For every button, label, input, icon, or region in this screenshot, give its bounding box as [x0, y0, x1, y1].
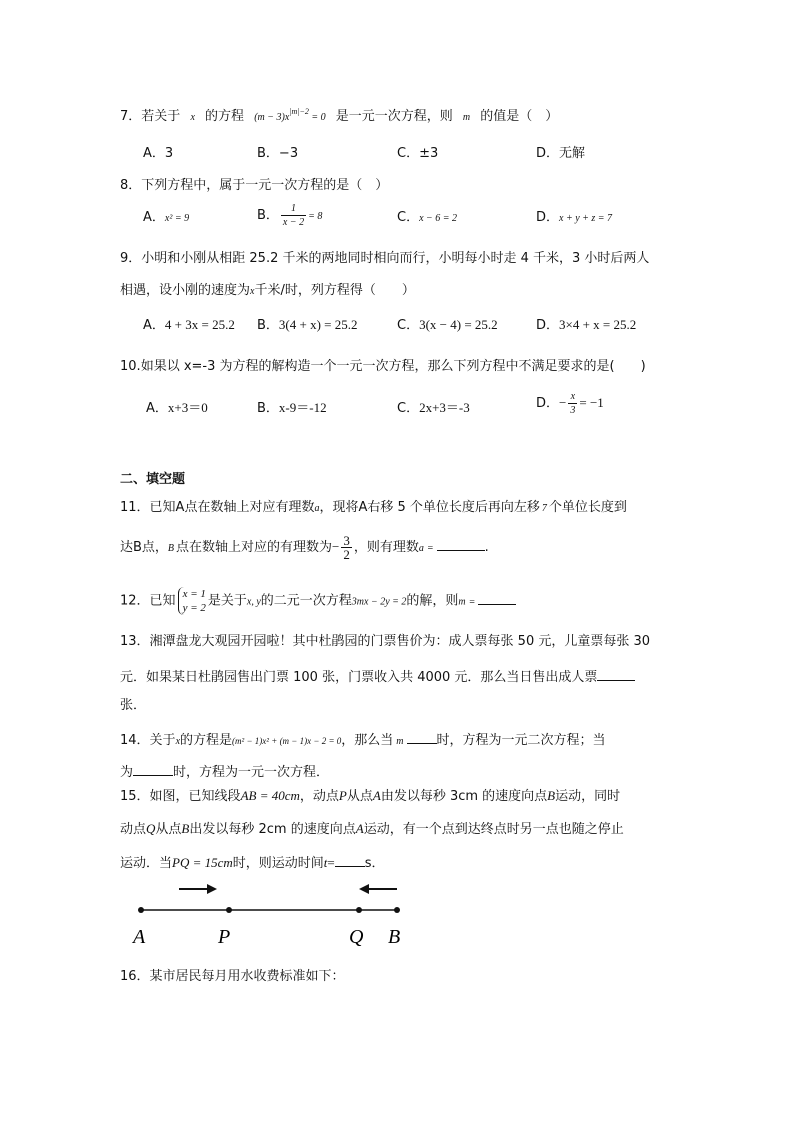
- q8-stem: [120, 177, 388, 195]
- q15-line-2: [120, 820, 624, 839]
- option-label: B．: [257, 401, 279, 416]
- q9-number: 9．: [120, 251, 142, 266]
- fraction-numerator: 1: [281, 202, 306, 216]
- option-label: B．: [257, 208, 279, 223]
- q15-var-p: P: [338, 788, 347, 803]
- q8-option-b[interactable]: [257, 202, 322, 229]
- q7-option-b[interactable]: [257, 144, 298, 164]
- q15-line-3: [120, 852, 385, 873]
- q8-option-d[interactable]: [536, 208, 612, 229]
- arrow-right-head-icon: [207, 884, 217, 894]
- q10-option-c[interactable]: [397, 398, 470, 419]
- q12-equals: =: [468, 596, 476, 608]
- option-text: 无解: [559, 146, 586, 161]
- q16-text: 某市居民每月用水收费标准如下：: [149, 969, 345, 984]
- q7-var-m: m: [462, 112, 471, 123]
- q15-text-1e: 运动，同时: [555, 789, 621, 804]
- option-label: C．: [397, 318, 420, 333]
- q15-equals: =: [327, 855, 335, 870]
- q9-text-2a: 相遇，设小刚的速度为: [120, 283, 251, 298]
- q7-stem: [120, 108, 558, 127]
- q11-num-7: 7: [541, 503, 547, 514]
- option-text: 3×4 + x = 25.2: [559, 317, 637, 332]
- option-text: 3: [164, 146, 174, 161]
- q14-text-2: 的方程是: [180, 733, 233, 748]
- q15-answer-blank[interactable]: [335, 852, 365, 867]
- point-q: [356, 907, 362, 913]
- q12-stem: [120, 587, 516, 615]
- q11-text-1c: 个单位长度到: [548, 500, 627, 515]
- q15-var-a2: A: [355, 821, 364, 836]
- q7-option-c[interactable]: [397, 144, 438, 164]
- q7-eq-right: = 0: [311, 112, 326, 123]
- option-label: B．: [257, 318, 279, 333]
- q15-var-q: Q: [146, 821, 156, 836]
- q15-text-3b: 时，则运动时间: [232, 856, 324, 871]
- section-title: 二、填空题: [120, 472, 186, 487]
- label-p: P: [218, 926, 231, 948]
- q13-answer-blank[interactable]: [597, 666, 635, 681]
- q12-text-1: 已知: [149, 593, 176, 609]
- q9-var-x: x: [250, 286, 255, 297]
- option-text: x+3＝0: [167, 400, 208, 415]
- option-text: x − 6 = 2: [419, 213, 458, 224]
- q10-options: [0, 391, 794, 422]
- fraction-denominator: 2: [343, 547, 350, 562]
- option-label: C．: [397, 401, 420, 416]
- q15-var-t: t: [323, 855, 328, 870]
- q12-text-2: 是关于: [207, 593, 247, 609]
- q7-text-4: 的值是（ ）: [480, 109, 559, 124]
- q14-text-6: 时，方程为一元一次方程．: [173, 765, 330, 780]
- option-text: 3(4 + x) = 25.2: [278, 317, 358, 332]
- option-label: C．: [397, 146, 420, 161]
- q7-eq-exponent: |m|−2: [289, 107, 309, 116]
- label-a: A: [133, 926, 146, 948]
- q7-text-3: 是一元一次方程，则: [335, 109, 453, 124]
- q9-option-a[interactable]: [143, 315, 235, 336]
- q12-system-eq-2: y = 2: [182, 602, 206, 614]
- q15-eq-ab: AB = 40cm: [240, 788, 300, 803]
- q9-text-1: 小明和小刚从相距 25.2 千米的两地同时相向而行，小明每小时走 4 千米，3 小时后两人: [141, 251, 650, 266]
- fraction-denominator: x − 2: [282, 217, 305, 228]
- point-p: [226, 907, 232, 913]
- q11-var-a: a: [314, 503, 320, 514]
- option-label: A．: [143, 318, 165, 333]
- q9-option-c[interactable]: [397, 315, 498, 336]
- q11-text-1b: ，现将A右移 5 个单位长度后再向左移: [319, 500, 540, 515]
- q15-text-3a: 运动．当: [120, 856, 173, 871]
- q15-var-b: B: [547, 788, 556, 803]
- q7-eq-left: (m − 3)x: [254, 112, 290, 123]
- q11-equals: =: [426, 543, 434, 554]
- q8-text: 下列方程中，属于一元一次方程的是（ ）: [141, 178, 389, 193]
- section-heading: [120, 471, 185, 489]
- option-label: A．: [143, 210, 165, 225]
- fraction-denominator: 3: [570, 405, 576, 416]
- q10-option-d[interactable]: [536, 390, 604, 417]
- q14-line-1: [120, 729, 606, 751]
- option-label: D．: [536, 318, 560, 333]
- q11-fraction: [341, 534, 352, 561]
- option-label: D．: [536, 146, 560, 161]
- point-b: [394, 907, 400, 913]
- q14-var-x: x: [175, 736, 181, 747]
- q10-text: 如果以 x=-3 为方程的解构造一个一元一次方程，那么下列方程中不满足要求的是( ): [140, 359, 646, 374]
- arrow-left-head-icon: [359, 884, 369, 894]
- q11-number: 11．: [120, 500, 150, 515]
- q13-line-2: [120, 666, 635, 687]
- q7-number: 7．: [120, 109, 142, 124]
- q15-unit: s．: [364, 856, 385, 871]
- q15-text-1d: 由发以每秒 3cm 的速度向点: [380, 789, 548, 804]
- q14-answer-blank-1[interactable]: [407, 729, 437, 744]
- q15-text-2d: 运动，有一个点到达终点时另一点也随之停止: [363, 822, 624, 837]
- fraction-sign: −: [559, 395, 567, 410]
- q12-var-m: m: [458, 596, 466, 608]
- q14-text-4: 时，方程为一元二次方程；当: [436, 733, 606, 748]
- option-text: 4 + 3x = 25.2: [164, 317, 235, 332]
- q12-system: [178, 587, 206, 615]
- q7-options: [0, 144, 794, 168]
- q7-option-d[interactable]: [536, 144, 585, 164]
- q7-option-a[interactable]: [143, 144, 173, 164]
- q12-text-4: 的解，则: [406, 593, 459, 609]
- q11-line-2: [120, 534, 489, 561]
- option-label: A．: [146, 401, 168, 416]
- q13-text-1: 湘潭盘龙大观园开园啦！其中杜鹃园的门票售价为：成人票每张 50 元，儿童票每张 30: [149, 634, 651, 649]
- option-label: C．: [397, 210, 420, 225]
- q15-text-1b: ，动点: [299, 789, 339, 804]
- q13-text-3: 张．: [120, 698, 147, 713]
- q9-line-2: [120, 282, 415, 301]
- q7-text-1: 若关于: [141, 109, 181, 124]
- q13-line-3: [120, 697, 146, 715]
- option-text: x² = 9: [164, 213, 190, 224]
- option-label: D．: [536, 396, 560, 411]
- fraction-numerator: x: [568, 390, 577, 404]
- q15-text-1c: 从点: [346, 789, 373, 804]
- q9-text-2b: 千米/时，列方程得（ ）: [254, 283, 415, 298]
- q14-equation: (m² − 1)x² + (m − 1)x − 2 = 0: [232, 736, 342, 746]
- q10-number: 10.: [120, 359, 141, 374]
- option-label: D．: [536, 210, 560, 225]
- q13-number: 13．: [120, 634, 150, 649]
- q11-var-a2: a: [418, 543, 424, 554]
- option-text: = −1: [579, 395, 604, 410]
- q8-options: [0, 203, 794, 232]
- q9-line-1: [120, 250, 649, 268]
- q12-system-eq-1: x = 1: [182, 588, 206, 600]
- q15-number: 15．: [120, 789, 150, 804]
- q15-text-1a: 如图，已知线段: [149, 789, 241, 804]
- q10-stem: [120, 358, 646, 376]
- option-text: ±3: [419, 146, 439, 161]
- q11-text-2a: 达B点，: [120, 540, 168, 555]
- q15-var-b2: B: [181, 821, 190, 836]
- q16-number: 16．: [120, 969, 150, 984]
- q8-number: 8．: [120, 178, 142, 193]
- q11-answer-blank[interactable]: [437, 536, 485, 551]
- q15-text-2c: 出发以每秒 2cm 的速度向点: [189, 822, 356, 837]
- q11-text-2c: ，则有理数: [353, 540, 419, 555]
- option-label: A．: [143, 146, 165, 161]
- q10-option-a[interactable]: [146, 398, 208, 419]
- option-text: −3: [278, 146, 299, 161]
- q16-stem: [120, 968, 345, 986]
- q9-option-d[interactable]: [536, 315, 636, 336]
- fraction-sign: −: [332, 539, 340, 554]
- option-text: x + y + z = 7: [559, 213, 613, 224]
- q11-text-1a: 已知A点在数轴上对应有理数: [149, 500, 315, 515]
- q14-text-3: ，那么当: [341, 733, 394, 748]
- q8-option-c[interactable]: [397, 208, 457, 229]
- option-text: x-9＝-12: [278, 400, 327, 415]
- q15-text-2b: 从点: [155, 822, 182, 837]
- fraction-numerator: 3: [343, 533, 350, 548]
- q12-answer-blank[interactable]: [478, 590, 516, 605]
- q9-option-b[interactable]: [257, 315, 358, 336]
- label-q: Q: [349, 926, 364, 948]
- q15-text-2a: 动点: [120, 822, 147, 837]
- q13-text-2: 元．如果某日杜鹃园售出门票 100 张，门票收入共 4000 元．那么当日售出成人票: [120, 670, 598, 685]
- option-text: 3(x − 4) = 25.2: [419, 317, 498, 332]
- q13-line-1: [120, 633, 650, 651]
- q11-period: .: [484, 540, 489, 555]
- q7-text-2: 的方程: [205, 109, 245, 124]
- q8-option-a[interactable]: [143, 208, 189, 229]
- q14-text-1: 关于: [149, 733, 176, 748]
- q14-number: 14．: [120, 733, 150, 748]
- q12-equation: 3mx − 2y = 2: [351, 596, 407, 608]
- option-text: = 8: [308, 211, 323, 222]
- q10-d-fraction: [568, 390, 577, 417]
- q12-vars: x, y: [246, 596, 261, 608]
- q11-text-2b: 点在数轴上对应的有理数为: [176, 540, 333, 555]
- q11-var-b: B: [167, 543, 175, 554]
- point-a: [138, 907, 144, 913]
- q15-var-a: A: [372, 788, 381, 803]
- q12-number: 12．: [120, 593, 150, 609]
- q9-options: [0, 315, 794, 339]
- q7-var-x: x: [190, 112, 195, 123]
- q14-var-m: m: [396, 736, 404, 747]
- q11-line-1: [120, 499, 627, 518]
- q14-answer-blank-2[interactable]: [133, 761, 173, 776]
- q15-figure: [125, 878, 425, 948]
- q15-line-1: [120, 787, 620, 806]
- q14-line-2: [120, 761, 329, 782]
- q10-option-b[interactable]: [257, 398, 327, 419]
- q14-text-5: 为: [120, 765, 134, 780]
- q7-equation: [254, 107, 326, 123]
- label-b: B: [388, 926, 401, 948]
- q15-eq-pq: PQ = 15cm: [172, 855, 233, 870]
- option-text: 2x+3＝-3: [419, 400, 470, 415]
- q8-b-fraction: [281, 202, 306, 229]
- q12-text-3: 的二元一次方程: [260, 593, 352, 609]
- option-label: B．: [257, 146, 279, 161]
